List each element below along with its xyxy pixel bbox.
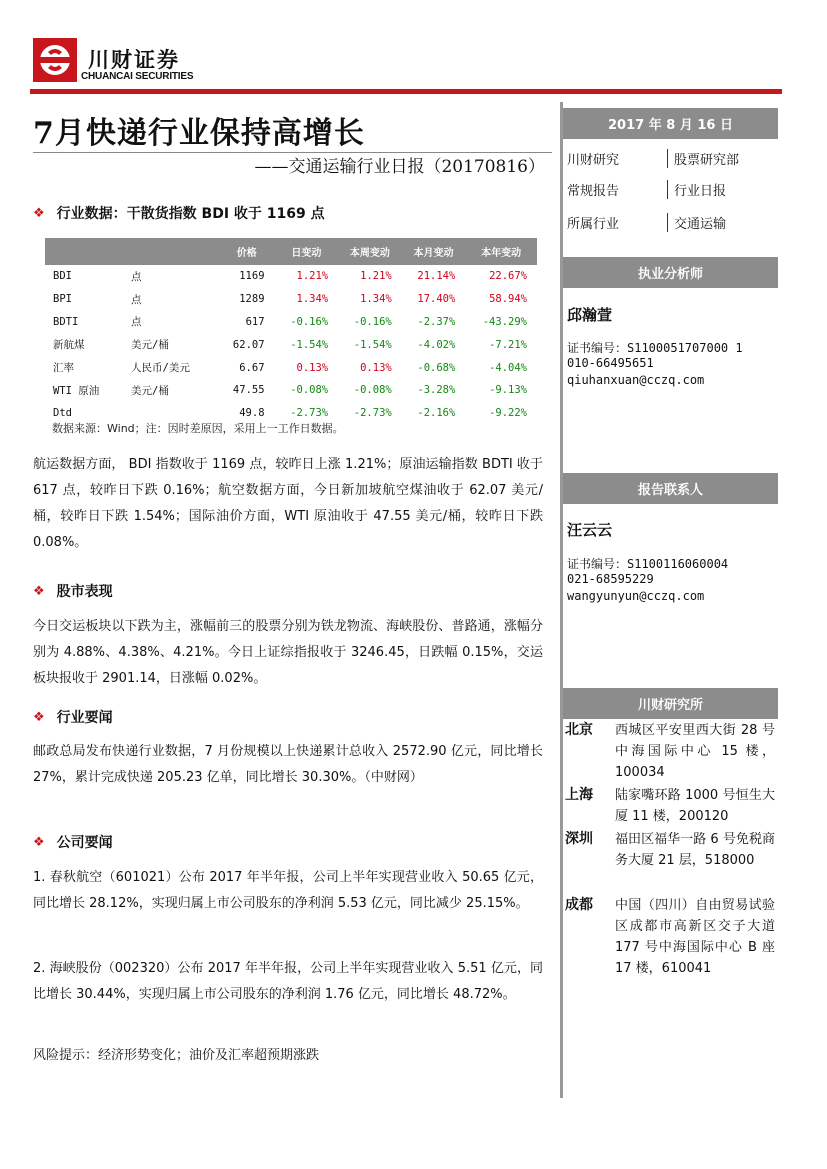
row-name: BPI	[53, 293, 72, 306]
cell-day: 1.34%	[296, 293, 329, 306]
cell-week: 1.34%	[360, 293, 392, 306]
diamond-bullet-icon: ❖	[33, 583, 45, 599]
meta-research	[567, 149, 739, 168]
section-heading-company	[33, 832, 113, 852]
cell-year: -4.04%	[489, 361, 527, 374]
cell-day: -2.73%	[290, 407, 329, 420]
section-heading-text: 公司要闻	[56, 835, 113, 851]
table-header-cell: 本月变动	[402, 238, 466, 265]
cell-week: 0.13%	[360, 361, 392, 374]
office-city: 上海	[565, 787, 593, 803]
contact-name: 汪云云	[567, 521, 613, 539]
sidebar	[560, 102, 778, 1098]
risk-warning: 风险提示：经济形势变化；油价及汇率超预期涨跌	[33, 1048, 320, 1063]
row-unit: 点	[131, 270, 142, 283]
office-city: 深圳	[565, 831, 593, 847]
cell-week: -2.73%	[353, 407, 392, 420]
cell-year: -43.29%	[482, 315, 527, 328]
cell-month: -2.16%	[417, 407, 456, 420]
brand-name-en: CHUANCAI SECURITIES	[81, 71, 194, 82]
industry-data-paragraph: 航运数据方面， BDI 指数收于 1169 点，较昨日上涨 1.21%；原油运输指数 BDTI 收于 617 点，较昨日下跌 0.16%；航空数据方面，今日新加坡航空煤油收于 62.07 美元/桶，较昨日下跌 1.54%；国际油价方面，WTI 原油收于 47.55 美元/桶，较昨日下跌 0.08%。	[33, 457, 543, 550]
cell-price: 47.55	[232, 384, 265, 397]
table-row	[45, 356, 537, 379]
row-name: 汇率	[53, 362, 74, 375]
meta-report-type	[567, 180, 726, 199]
office-chengdu	[565, 895, 775, 979]
cell-price: 62.07	[232, 338, 265, 351]
row-name: Dtd	[53, 407, 72, 420]
row-unit: 点	[131, 293, 142, 306]
cell-month: -2.37%	[417, 315, 456, 328]
cell-week: 1.21%	[360, 270, 392, 283]
row-name: WTI 原油	[53, 384, 100, 397]
row-unit: 美元/桶	[131, 384, 169, 397]
section-heading-text: 股市表现	[56, 584, 113, 600]
row-unit: 美元/桶	[131, 339, 169, 352]
cell-price: 6.67	[239, 361, 265, 374]
meta-value: 股票研究部	[667, 149, 739, 168]
header-divider	[30, 89, 782, 94]
cell-year: 58.94%	[489, 293, 527, 306]
institute-heading: 川财研究所	[563, 688, 778, 719]
section-heading-news	[33, 707, 113, 727]
office-city: 成都	[565, 897, 593, 913]
row-unit: 点	[131, 316, 142, 329]
cell-year: 22.67%	[489, 270, 527, 283]
cell-month: -4.02%	[417, 338, 456, 351]
office-address: 中国（四川）自由贸易试验区成都市高新区交子大道 177 号中海国际中心 B 座 17 楼，610041	[615, 898, 775, 976]
office-shanghai	[565, 785, 775, 827]
contact-phone: 021-68595229	[567, 572, 654, 586]
cell-year: -9.22%	[489, 407, 527, 420]
meta-key: 川财研究	[567, 153, 620, 168]
company-news-item-1: 1. 春秋航空（601021）公布 2017 年半年报，公司上半年实现营业收入 50.65 亿元，同比增长 28.12%，实现归属上市公司股东的净利润 5.53 亿元，同比减少 25.15%。	[33, 870, 543, 911]
meta-value: 行业日报	[667, 180, 726, 199]
cell-day: -0.16%	[290, 315, 329, 328]
table-row	[45, 379, 537, 402]
office-beijing	[565, 720, 775, 783]
contact-heading: 报告联系人	[563, 473, 778, 504]
diamond-bullet-icon: ❖	[33, 709, 45, 725]
meta-value: 交通运输	[667, 213, 726, 232]
brand-name-cn: 川财证券	[88, 48, 180, 72]
report-date: 2017 年 8 月 16 日	[563, 108, 778, 139]
cell-week: -1.54%	[353, 338, 392, 351]
cell-month: 17.40%	[417, 293, 456, 306]
news-paragraph: 邮政总局发布快递行业数据，7 月份规模以上快递累计总收入 2572.90 亿元，同比增长 27%，累计完成快递 205.23 亿单，同比增长 30.30%。（中财网）	[33, 744, 543, 785]
company-news-item-2: 2. 海峡股份（002320）公布 2017 年半年报，公司上半年实现营业收入 5.51 亿元，同比增长 30.44%，实现归属上市公司股东的净利润 1.76 亿元，同比增长 48.72%。	[33, 961, 543, 1002]
section-heading-text: 行业数据：干散货指数 BDI 收于 1169 点	[56, 206, 325, 222]
table-header-cell: 日变动	[275, 238, 339, 265]
cell-week: -0.08%	[353, 384, 392, 397]
office-shenzhen	[565, 829, 775, 871]
cell-price: 1289	[239, 293, 265, 306]
company-logo	[33, 38, 77, 82]
page-title: 7月快递行业保持高增长	[33, 116, 365, 151]
analyst-email[interactable]: qiuhanxuan@cczq.com	[567, 373, 705, 387]
office-address: 西城区平安里西大街 28 号中海国际中心 15 楼，100034	[615, 723, 775, 780]
diamond-bullet-icon: ❖	[33, 205, 45, 221]
cell-year: -9.13%	[489, 384, 527, 397]
table-header-cell: 价格	[219, 238, 275, 265]
office-address: 福田区福华一路 6 号免税商务大厦 21 层，518000	[615, 832, 775, 868]
diamond-bullet-icon: ❖	[33, 834, 45, 850]
office-city: 北京	[565, 722, 593, 738]
cell-month: 21.14%	[417, 270, 456, 283]
table-header-cell: 本年变动	[465, 238, 537, 265]
analyst-name: 邱瀚萱	[567, 306, 613, 324]
cell-price: 49.8	[239, 407, 265, 420]
section-heading-text: 行业要闻	[56, 710, 113, 726]
analyst-heading: 执业分析师	[563, 257, 778, 288]
row-name: BDTI	[53, 315, 79, 328]
table-row	[45, 311, 537, 334]
table-row	[45, 333, 537, 356]
table-body	[45, 265, 537, 425]
section-heading-market	[33, 581, 113, 601]
row-unit: 人民币/美元	[131, 362, 190, 375]
analyst-cert: 证书编号：S1100051707000 1	[567, 341, 743, 355]
cell-day: -0.08%	[290, 384, 329, 397]
cell-day: 0.13%	[296, 361, 329, 374]
meta-key: 常规报告	[567, 184, 620, 199]
contact-cert: 证书编号：S1100116060004	[567, 557, 729, 571]
table-row	[45, 265, 537, 288]
cell-year: -7.21%	[489, 338, 527, 351]
meta-industry	[567, 213, 726, 232]
row-name: BDI	[53, 270, 72, 283]
table-header-blank	[45, 238, 219, 265]
analyst-phone: 010-66495651	[567, 356, 654, 370]
cell-week: -0.16%	[353, 315, 392, 328]
market-paragraph: 今日交运板块以下跌为主，涨幅前三的股票分别为铁龙物流、海峡股份、普路通，涨幅分别为 4.88%、4.38%、4.21%。今日上证综指报收于 3246.45，日跌幅 0.15%，交运板块报收于 2901.14，日涨幅 0.02%。	[33, 619, 543, 686]
cell-day: -1.54%	[290, 338, 329, 351]
table-header-row	[45, 238, 537, 265]
row-name: 新航煤	[53, 339, 85, 352]
contact-email[interactable]: wangyunyun@cczq.com	[567, 589, 705, 603]
cell-month: -0.68%	[417, 361, 456, 374]
logo-icon	[33, 38, 77, 82]
office-address: 陆家嘴环路 1000 号恒生大厦 11 楼，200120	[615, 788, 775, 824]
section-heading-industry-data	[33, 203, 325, 223]
table-row	[45, 288, 537, 311]
industry-data-table	[45, 238, 537, 425]
meta-key: 所属行业	[567, 217, 620, 232]
cell-price: 1169	[239, 270, 265, 283]
page-subtitle: ——交通运输行业日报（20170816）	[254, 157, 545, 177]
table-header-cell: 本周变动	[338, 238, 402, 265]
cell-price: 617	[245, 315, 265, 328]
cell-day: 1.21%	[296, 270, 329, 283]
table-source-note: 数据来源：Wind；注：因时差原因，采用上一工作日数据。	[52, 422, 344, 435]
cell-month: -3.28%	[417, 384, 456, 397]
